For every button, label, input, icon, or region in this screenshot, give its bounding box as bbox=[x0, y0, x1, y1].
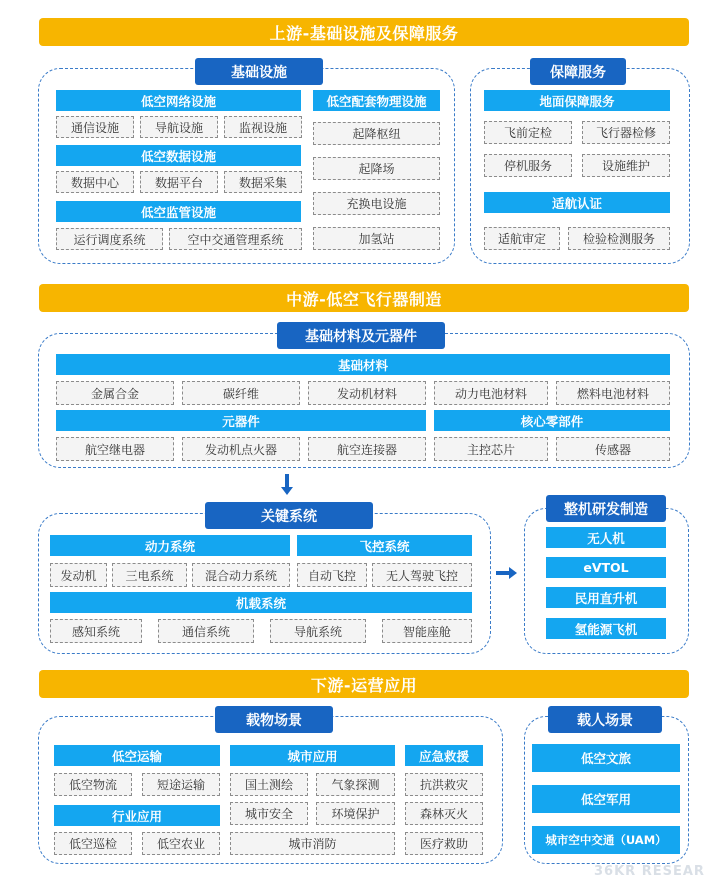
cell-data-platform: 数据平台 bbox=[140, 171, 218, 193]
cell-perception-system: 感知系统 bbox=[50, 619, 142, 643]
cell-airworthiness-review: 适航审定 bbox=[484, 227, 560, 250]
cell-preflight-check: 飞前定检 bbox=[484, 121, 572, 144]
power-system-header: 动力系统 bbox=[50, 535, 290, 556]
cell-hydrogen-aircraft: 氢能源飞机 bbox=[546, 618, 666, 639]
cell-nav-system: 导航系统 bbox=[270, 619, 366, 643]
components-header: 元器件 bbox=[56, 410, 426, 431]
cell-engine-igniter: 发动机点火器 bbox=[182, 437, 300, 461]
cell-hybrid-power-system: 混合动力系统 bbox=[192, 563, 290, 587]
cell-parking-service: 停机服务 bbox=[484, 154, 572, 177]
cargo-scenario-title: 载物场景 bbox=[215, 706, 333, 733]
key-systems-title: 关键系统 bbox=[205, 502, 373, 529]
cell-surveillance-facility: 监视设施 bbox=[224, 116, 302, 138]
cell-power-battery-material: 动力电池材料 bbox=[434, 381, 548, 405]
cell-flood-relief: 抗洪救灾 bbox=[405, 773, 483, 796]
complete-aircraft-title: 整机研发制造 bbox=[546, 495, 666, 522]
midstream-banner: 中游-低空飞行器制造 bbox=[39, 284, 689, 312]
cell-nav-facility: 导航设施 bbox=[140, 116, 218, 138]
cell-military: 低空军用 bbox=[532, 785, 680, 813]
cell-data-collection: 数据采集 bbox=[224, 171, 302, 193]
cell-medical-rescue: 医疗救助 bbox=[405, 832, 483, 855]
cell-uam: 城市空中交通（UAM） bbox=[532, 826, 680, 854]
right-arrow-icon bbox=[509, 567, 517, 579]
onboard-system-header: 机载系统 bbox=[50, 592, 472, 613]
low-altitude-transport-header: 低空运输 bbox=[54, 745, 220, 766]
cell-logistics: 低空物流 bbox=[54, 773, 132, 796]
cell-engine-material: 发动机材料 bbox=[308, 381, 426, 405]
cell-aviation-connector: 航空连接器 bbox=[308, 437, 426, 461]
cell-takeoff-field: 起降场 bbox=[313, 157, 440, 180]
regulation-facilities-header: 低空监管设施 bbox=[56, 201, 301, 222]
cell-charging-facility: 充换电设施 bbox=[313, 192, 440, 215]
cell-fuel-cell-material: 燃料电池材料 bbox=[556, 381, 670, 405]
cell-data-center: 数据中心 bbox=[56, 171, 134, 193]
passenger-scenario-title: 载人场景 bbox=[548, 706, 662, 733]
cell-environment-protection: 环境保护 bbox=[316, 802, 395, 825]
city-application-header: 城市应用 bbox=[230, 745, 395, 766]
down-arrow-icon bbox=[281, 487, 293, 495]
cell-aircraft-repair: 飞行器检修 bbox=[582, 121, 670, 144]
basic-materials-header: 基础材料 bbox=[56, 354, 670, 375]
upstream-banner: 上游-基础设施及保障服务 bbox=[39, 18, 689, 46]
cell-unmanned-flight-control: 无人驾驶飞控 bbox=[372, 563, 472, 587]
cell-auto-flight-control: 自动飞控 bbox=[297, 563, 367, 587]
cell-sensor: 传感器 bbox=[556, 437, 670, 461]
cell-atm-system: 空中交通管理系统 bbox=[169, 228, 302, 250]
core-parts-header: 核心零部件 bbox=[434, 410, 670, 431]
cell-main-chip: 主控芯片 bbox=[434, 437, 548, 461]
cell-civil-helicopter: 民用直升机 bbox=[546, 587, 666, 608]
cell-fire-fighting: 城市消防 bbox=[230, 832, 395, 855]
cell-drone: 无人机 bbox=[546, 527, 666, 548]
materials-title: 基础材料及元器件 bbox=[277, 322, 445, 349]
data-facilities-header: 低空数据设施 bbox=[56, 145, 301, 166]
downstream-banner: 下游-运营应用 bbox=[39, 670, 689, 698]
cell-inspection-service: 检验检测服务 bbox=[568, 227, 670, 250]
infrastructure-title: 基础设施 bbox=[195, 58, 323, 85]
flight-control-header: 飞控系统 bbox=[297, 535, 472, 556]
cell-cultural-tourism: 低空文旅 bbox=[532, 744, 680, 772]
network-facilities-header: 低空网络设施 bbox=[56, 90, 301, 111]
cell-weather-detection: 气象探测 bbox=[316, 773, 395, 796]
airworthiness-header: 适航认证 bbox=[484, 192, 670, 213]
right-arrow-shaft bbox=[496, 571, 510, 575]
cell-comm-system: 通信系统 bbox=[158, 619, 254, 643]
cell-agriculture: 低空农业 bbox=[142, 832, 220, 855]
cell-metal-alloy: 金属合金 bbox=[56, 381, 174, 405]
cell-facility-maintenance: 设施维护 bbox=[582, 154, 670, 177]
emergency-rescue-header: 应急救援 bbox=[405, 745, 483, 766]
industry-application-header: 行业应用 bbox=[54, 805, 220, 826]
cell-city-safety: 城市安全 bbox=[230, 802, 308, 825]
cell-carbon-fiber: 碳纤维 bbox=[182, 381, 300, 405]
cell-evtol: eVTOL bbox=[546, 557, 666, 578]
cell-smart-cockpit: 智能座舱 bbox=[382, 619, 472, 643]
cell-aviation-relay: 航空继电器 bbox=[56, 437, 174, 461]
cell-forest-fire: 森林灭火 bbox=[405, 802, 483, 825]
cell-comm-facility: 通信设施 bbox=[56, 116, 134, 138]
support-title: 保障服务 bbox=[530, 58, 626, 85]
cell-hydrogen-station: 加氢站 bbox=[313, 227, 440, 250]
physical-facilities-header: 低空配套物理设施 bbox=[313, 90, 440, 111]
cell-dispatch-system: 运行调度系统 bbox=[56, 228, 163, 250]
cell-inspection: 低空巡检 bbox=[54, 832, 132, 855]
cell-takeoff-hub: 起降枢纽 bbox=[313, 122, 440, 145]
cell-land-survey: 国土测绘 bbox=[230, 773, 308, 796]
watermark: 36KR RESEAR bbox=[594, 864, 705, 879]
down-arrow-shaft bbox=[285, 474, 289, 488]
cell-engine: 发动机 bbox=[50, 563, 107, 587]
cell-three-electric-system: 三电系统 bbox=[112, 563, 187, 587]
cell-short-haul: 短途运输 bbox=[142, 773, 220, 796]
ground-service-header: 地面保障服务 bbox=[484, 90, 670, 111]
